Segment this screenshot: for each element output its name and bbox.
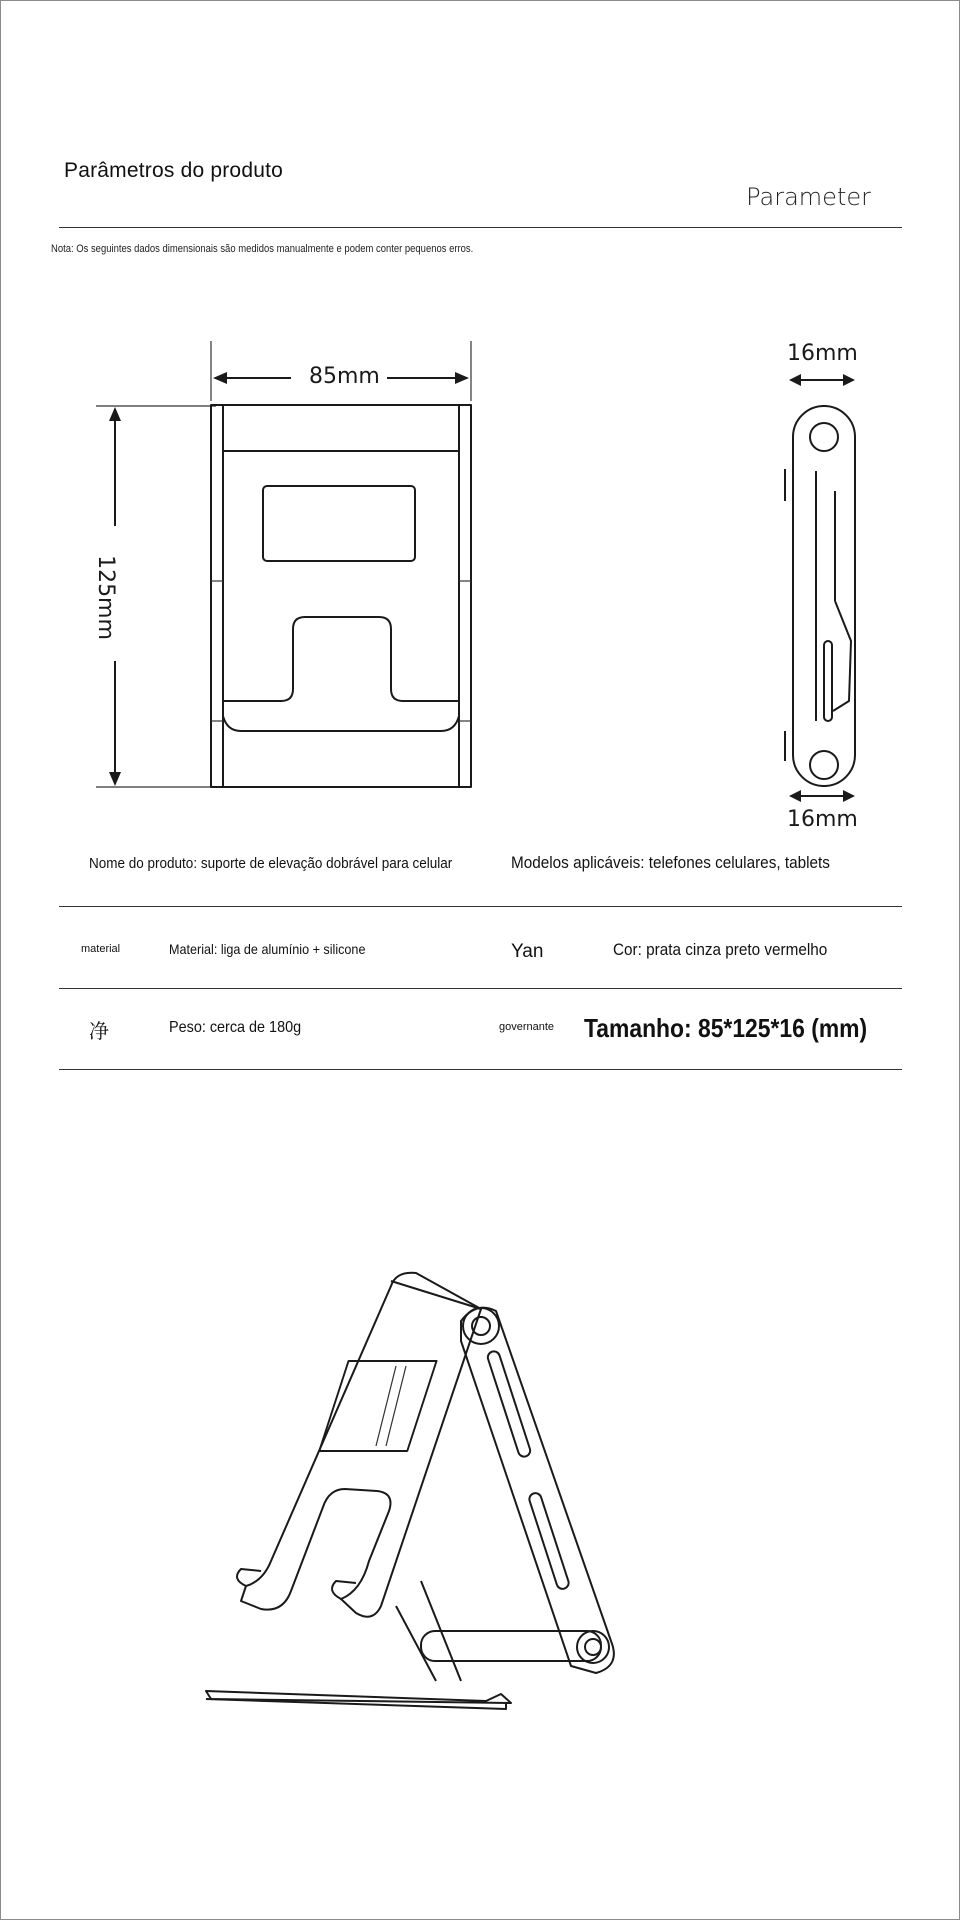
applicable-models: Modelos aplicáveis: telefones celulares, tablets	[511, 853, 830, 872]
product-name: Nome do produto: suporte de elevação dobrável para celular	[89, 855, 453, 872]
page-title: Parâmetros do produto	[64, 159, 283, 182]
color-value: Cor: prata cinza preto vermelho	[613, 940, 828, 959]
spec-divider-bottom	[59, 1069, 902, 1070]
header-divider	[59, 227, 902, 228]
width-dimension-label: 85mm	[303, 364, 386, 389]
material-tag: material	[81, 943, 121, 955]
material-value: Material: liga de alumínio + silicone	[169, 941, 366, 957]
height-dimension-label: 125mm	[93, 549, 118, 646]
measurement-note: Nota: Os seguintes dados dimensionais são medidos manualmente e podem conter pequenos erros.	[51, 243, 474, 255]
page-title-english: Parameter	[746, 183, 871, 211]
size-tag: governante	[499, 1021, 555, 1033]
top-thickness-label: 16mm	[781, 341, 864, 366]
color-tag: Yan	[511, 941, 544, 962]
side-view-drawing	[761, 341, 901, 841]
spec-divider-middle	[59, 988, 902, 989]
phone-stand-illustration	[191, 1261, 711, 1741]
weight-value: Peso: cerca de 180g	[169, 1019, 302, 1036]
net-tag: 净	[89, 1019, 109, 1043]
spec-divider-top	[59, 906, 902, 907]
size-value: Tamanho: 85*125*16 (mm)	[584, 1013, 868, 1043]
bottom-thickness-label: 16mm	[781, 807, 864, 832]
front-view-drawing	[1, 321, 521, 801]
